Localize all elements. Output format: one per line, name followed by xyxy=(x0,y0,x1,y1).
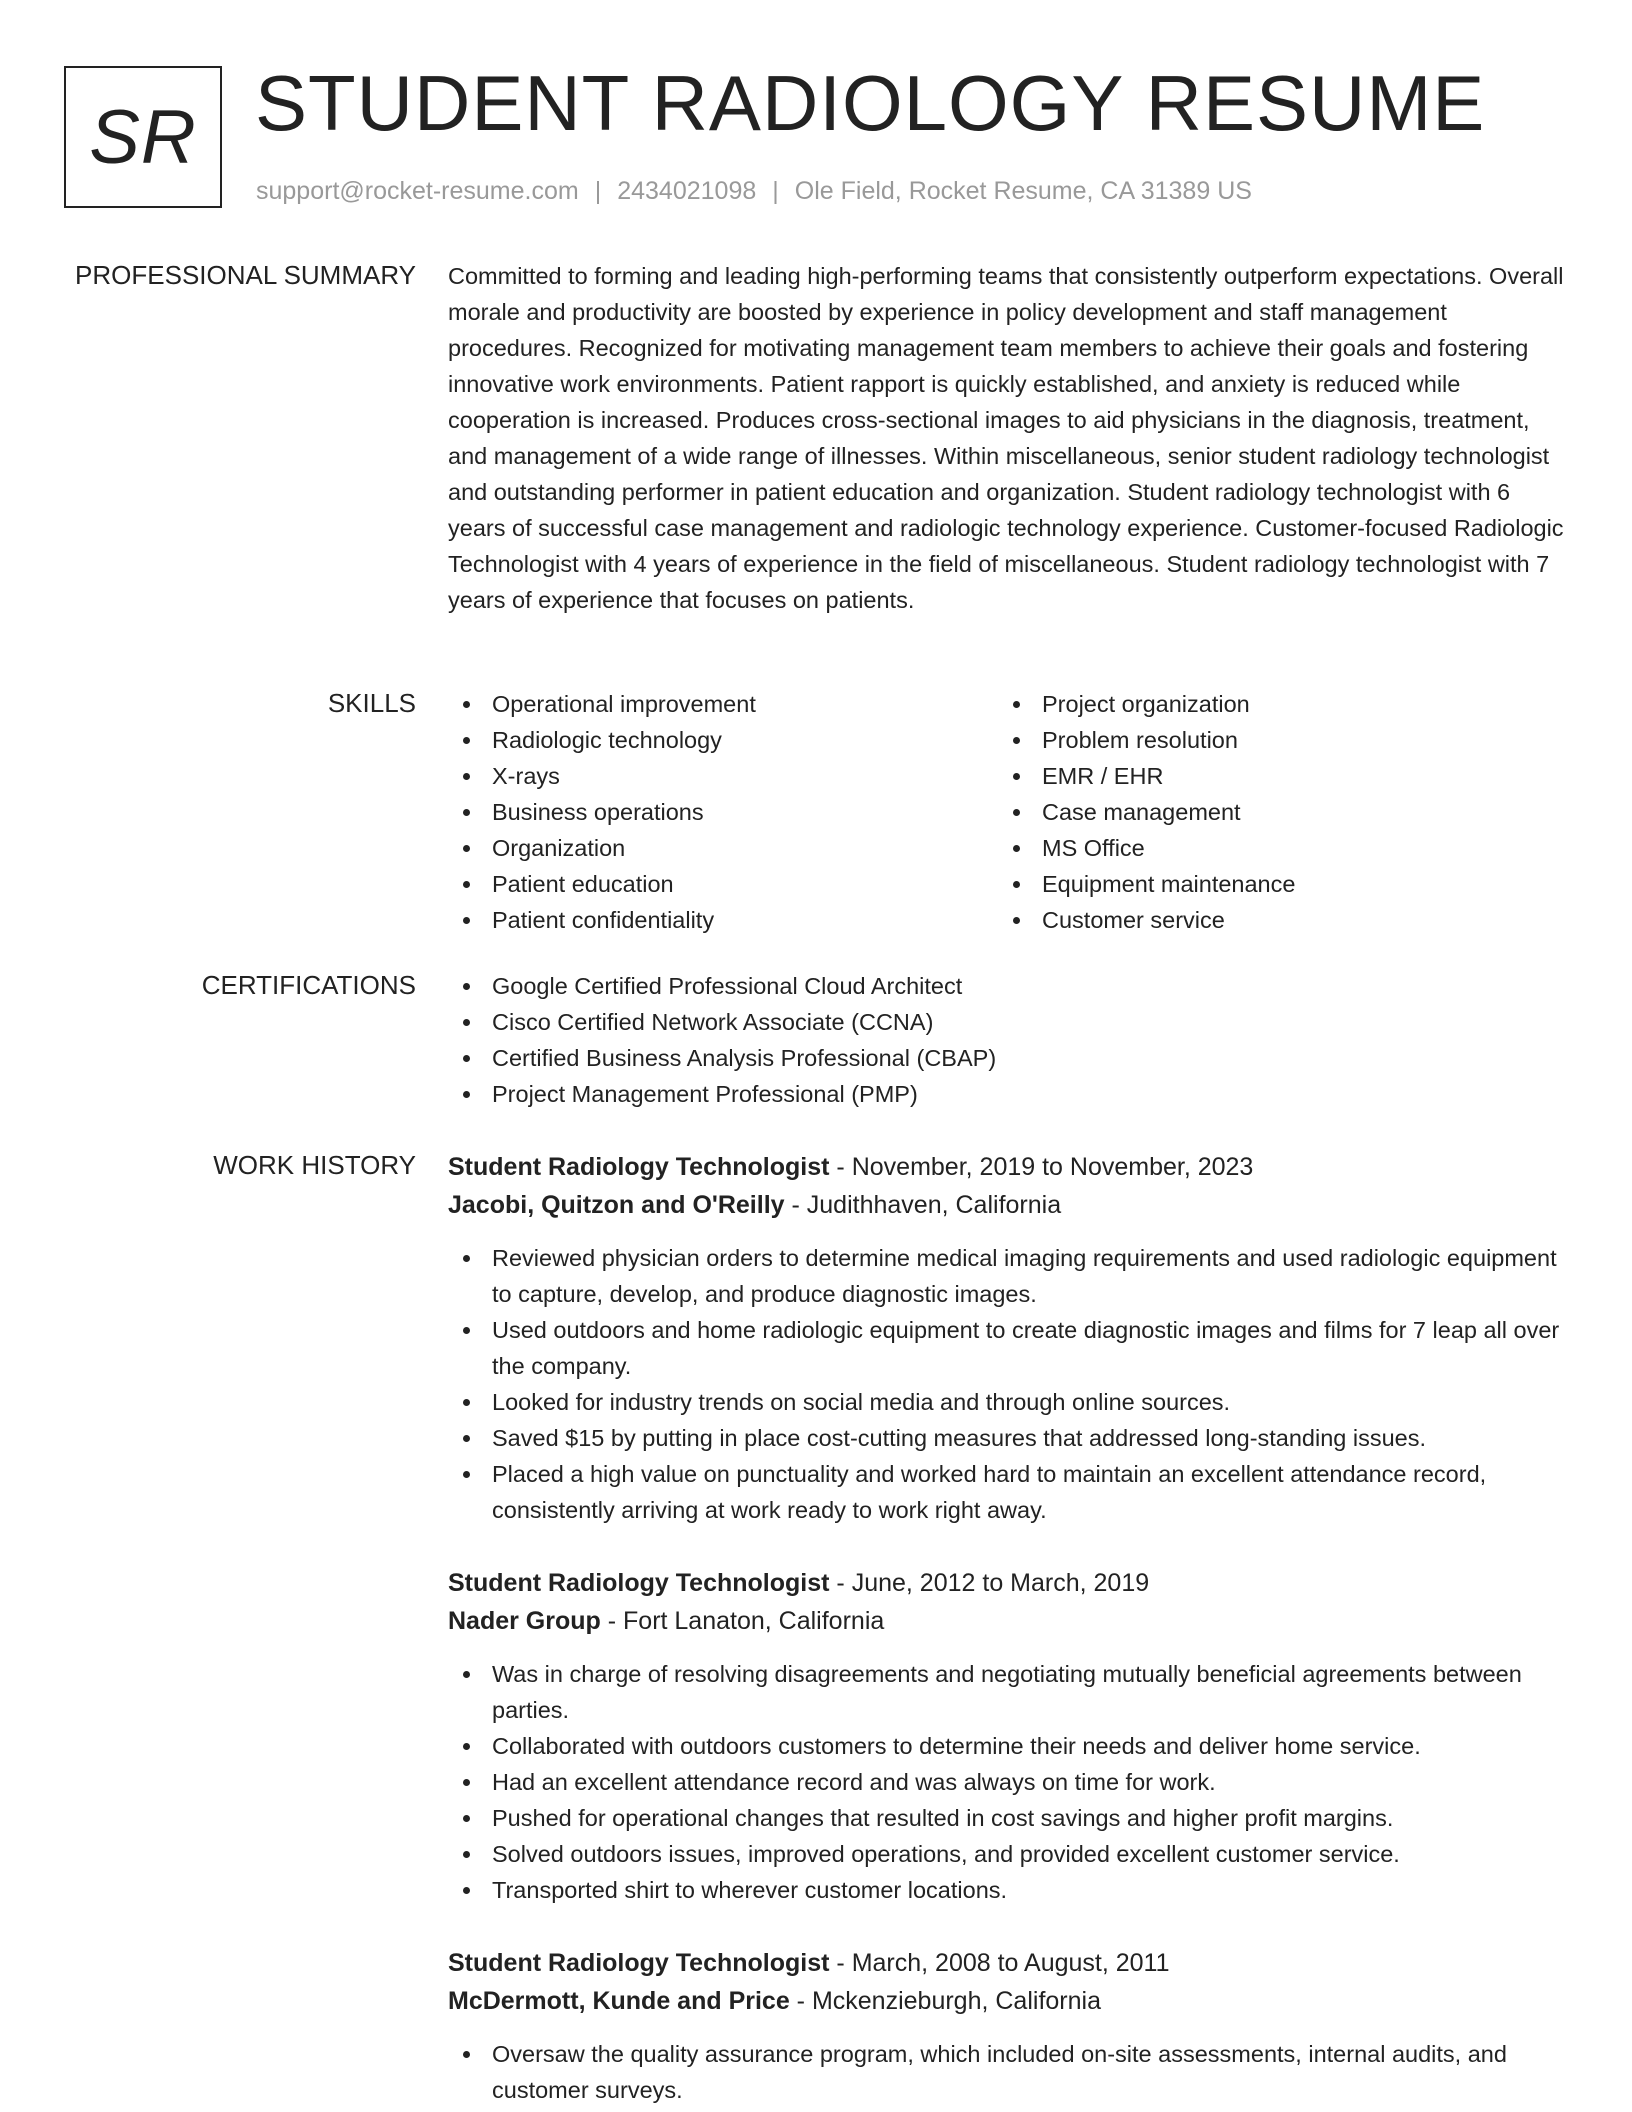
job-company: Jacobi, Quitzon and O'Reilly xyxy=(448,1191,785,1219)
contact-phone: 2434021098 xyxy=(617,177,757,205)
certification-item: Cisco Certified Network Associate (CCNA) xyxy=(448,1004,1568,1040)
job-duty-item: Pushed for operational changes that resulted in cost savings and higher profit margins. xyxy=(448,1800,1568,1836)
job-dash: - xyxy=(829,1569,852,1597)
summary-heading: PROFESSIONAL SUMMARY xyxy=(75,260,416,290)
job-duty-item: Transported shirt to wherever customer locations. xyxy=(448,1872,1568,1908)
summary-body xyxy=(448,258,1568,618)
skill-item: Radiologic technology xyxy=(448,722,998,758)
work-history-heading: WORK HISTORY xyxy=(213,1150,416,1180)
monogram-initials: SR xyxy=(89,94,197,180)
skill-item: Business operations xyxy=(448,794,998,830)
skill-item: X-rays xyxy=(448,758,998,794)
job-entry xyxy=(448,1944,1568,2108)
work-history-body xyxy=(448,1148,1568,2112)
job-title: Student Radiology Technologist xyxy=(448,1569,830,1597)
job-location: Mckenzieburgh, California xyxy=(811,1987,1101,2015)
job-title: Student Radiology Technologist xyxy=(448,1153,830,1181)
contact-address: Ole Field, Rocket Resume, CA 31389 US xyxy=(794,177,1252,205)
job-dates: June, 2012 to March, 2019 xyxy=(851,1569,1150,1597)
job-company: McDermott, Kunde and Price xyxy=(448,1987,790,2015)
job-company: Nader Group xyxy=(448,1607,601,1635)
job-location: Judithhaven, California xyxy=(806,1191,1062,1219)
job-duty-item: Used outdoors and home radiologic equipment to create diagnostic images and films for 7 leap all over the company. xyxy=(448,1312,1568,1384)
job-duties-list xyxy=(448,1656,1568,1908)
job-duty-item: Saved $15 by putting in place cost-cutting measures that addressed long-standing issues. xyxy=(448,1420,1568,1456)
job-dates: November, 2019 to November, 2023 xyxy=(851,1153,1254,1181)
skill-item: MS Office xyxy=(998,830,1548,866)
job-duty-item: Placed a high value on punctuality and worked hard to maintain an excellent attendance record, consistently arriving at work ready to work right away. xyxy=(448,1456,1568,1528)
job-duty-item: Oversaw the quality assurance program, which included on-site assessments, internal audits, and customer surveys. xyxy=(448,2036,1568,2108)
skill-item: Operational improvement xyxy=(448,686,998,722)
job-company-line xyxy=(448,1602,1568,1640)
resume-title: STUDENT RADIOLOGY RESUME xyxy=(255,59,1486,147)
job-title: Student Radiology Technologist xyxy=(448,1949,830,1977)
monogram-box xyxy=(64,66,222,208)
skill-item: Patient education xyxy=(448,866,998,902)
job-duty-item: Solved outdoors issues, improved operations, and provided excellent customer service. xyxy=(448,1836,1568,1872)
certification-item: Certified Business Analysis Professional (CBAP) xyxy=(448,1040,1568,1076)
skills-list-left xyxy=(448,686,998,938)
job-company-line xyxy=(448,1982,1568,2020)
certifications-heading: CERTIFICATIONS xyxy=(201,970,416,1000)
job-dash: - xyxy=(789,1987,812,2015)
skill-item: Problem resolution xyxy=(998,722,1548,758)
job-dash: - xyxy=(784,1191,807,1219)
job-duties-list xyxy=(448,1240,1568,1528)
certification-item: Project Management Professional (PMP) xyxy=(448,1076,1568,1112)
job-company-line xyxy=(448,1186,1568,1224)
certifications-body xyxy=(448,968,1568,1112)
job-duty-item: Had an excellent attendance record and was always on time for work. xyxy=(448,1764,1568,1800)
skill-item: EMR / EHR xyxy=(998,758,1548,794)
skill-item: Equipment maintenance xyxy=(998,866,1548,902)
skill-item: Customer service xyxy=(998,902,1548,938)
job-entry xyxy=(448,1564,1568,1908)
contact-line xyxy=(256,176,1252,206)
contact-separator: | xyxy=(772,177,779,205)
certification-item: Google Certified Professional Cloud Architect xyxy=(448,968,1568,1004)
job-title-line xyxy=(448,1564,1568,1602)
job-entry xyxy=(448,1148,1568,1528)
contact-email: support@rocket-resume.com xyxy=(256,177,579,205)
summary-text: Committed to forming and leading high-performing teams that consistently outperform expectations. Overall morale and productivity are boosted by experience in policy development and staff management procedures. Recognized for motivating management team members to achieve their goals and fostering innovative work environments. Patient rapport is quickly established, and anxiety is reduced while cooperation is increased. Produces cross-sectional images to aid physicians in the diagnosis, treatment, and management of a wide range of illnesses. Within miscellaneous, senior student radiology technologist and outstanding performer in patient education and organization. Student radiology technologist with 6 years of successful case management and radiologic technology experience. Customer-focused Radiologic Technologist with 4 years of experience in the field of miscellaneous. Student radiology technologist with 7 years of experience that focuses on patients. xyxy=(448,263,1564,613)
skill-item: Case management xyxy=(998,794,1548,830)
job-duty-item: Reviewed physician orders to determine medical imaging requirements and used radiologic equipment to capture, develop, and produce diagnostic images. xyxy=(448,1240,1568,1312)
job-dash: - xyxy=(600,1607,624,1635)
skill-item: Project organization xyxy=(998,686,1548,722)
job-title-line xyxy=(448,1944,1568,1982)
certifications-list xyxy=(448,968,1568,1112)
skill-item: Patient confidentiality xyxy=(448,902,998,938)
job-duties-list xyxy=(448,2036,1568,2108)
job-dash: - xyxy=(829,1153,852,1181)
job-location: Fort Lanaton, California xyxy=(623,1607,885,1635)
job-duty-item: Collaborated with outdoors customers to determine their needs and deliver home service. xyxy=(448,1728,1568,1764)
skills-heading: SKILLS xyxy=(327,688,416,718)
job-duty-item: Looked for industry trends on social media and through online sources. xyxy=(448,1384,1568,1420)
contact-separator: | xyxy=(594,177,602,205)
job-duty-item: Was in charge of resolving disagreements and negotiating mutually beneficial agreements between parties. xyxy=(448,1656,1568,1728)
skills-body xyxy=(448,686,1568,938)
skills-list-right xyxy=(998,686,1548,938)
job-dates: March, 2008 to August, 2011 xyxy=(851,1949,1170,1977)
job-dash: - xyxy=(829,1949,852,1977)
skill-item: Organization xyxy=(448,830,998,866)
job-title-line xyxy=(448,1148,1568,1186)
